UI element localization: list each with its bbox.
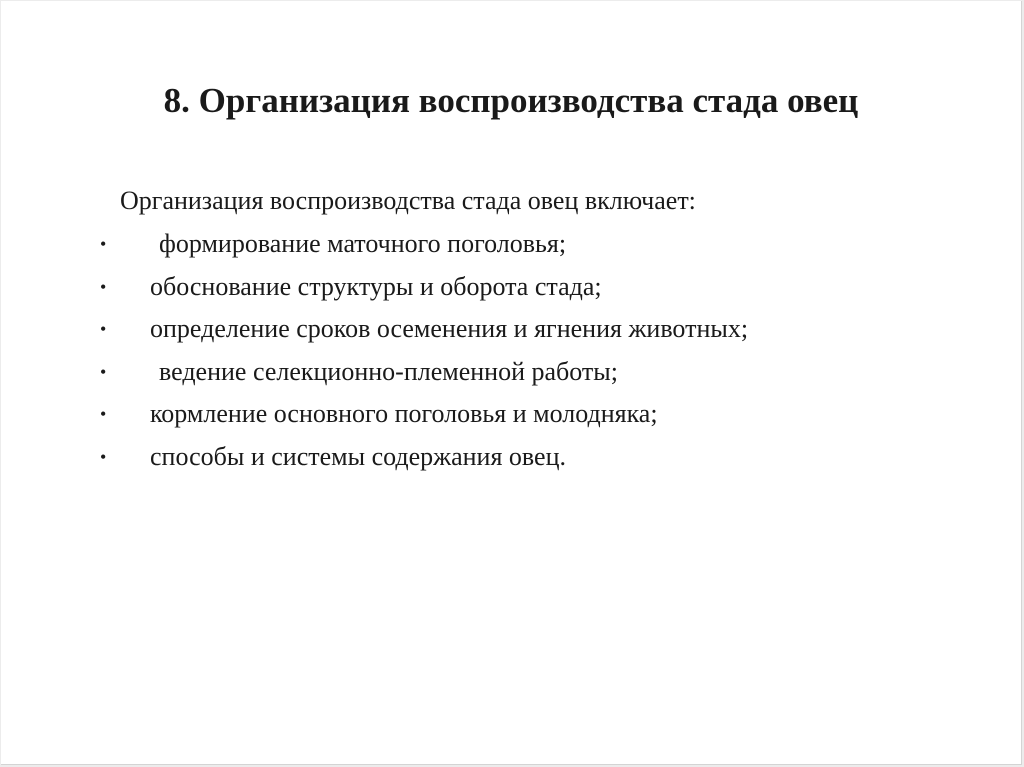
list-item-text: способы и системы содержания овец. [150, 441, 566, 471]
list-item-text: кормление основного поголовья и молодняка; [150, 399, 658, 428]
list-item [1, 312, 1021, 355]
intro-text: Организация воспроизводства стада овец включает: [120, 186, 696, 215]
list-item [1, 355, 1021, 398]
bullet-icon: • [100, 234, 107, 254]
list-item [1, 440, 1021, 483]
bullet-list [1, 227, 1021, 482]
bullet-icon: • [100, 404, 107, 424]
list-item-text: ведение селекционно-племенной работы; [159, 356, 618, 386]
bullet-icon: • [100, 319, 107, 339]
slide-title: 8. Организация воспроизводства стада овец [163, 81, 859, 120]
list-item [1, 227, 1021, 270]
slide [1, 1, 1022, 765]
bullet-icon: • [100, 361, 107, 382]
bullet-icon: • [100, 276, 107, 297]
list-item-text: определение сроков осеменения и ягнения животных; [150, 314, 749, 343]
list-item [1, 397, 1021, 440]
bullet-icon: • [100, 446, 107, 467]
list-item-text: обоснование структуры и оборота стада; [150, 271, 602, 301]
list-item-text: формирование маточного поголовья; [159, 229, 567, 258]
list-item [1, 270, 1021, 313]
